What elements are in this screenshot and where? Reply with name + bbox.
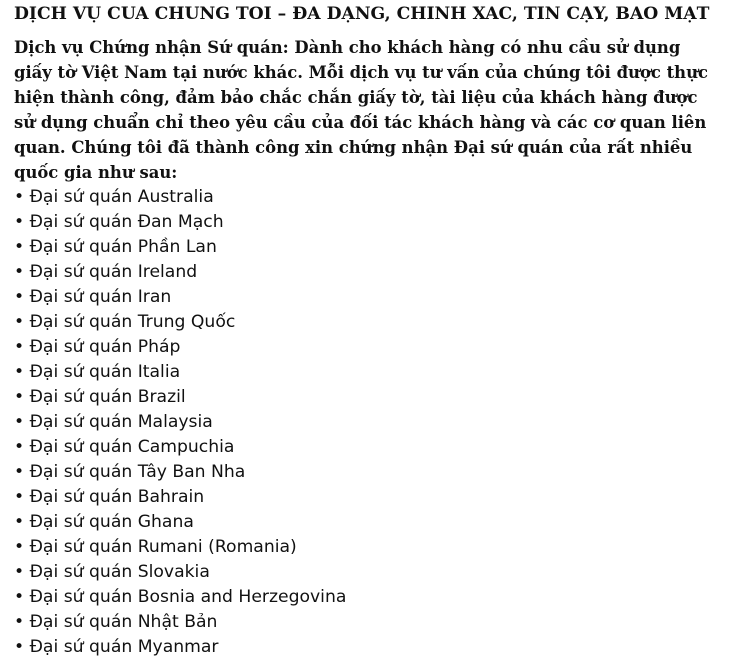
section-heading: DỊCH VỤ CUA CHUNG TOI – ĐA DẠNG, CHINH XAC, TIN CẠY, BAO MẠT [14,4,710,24]
embassy-list-item [14,260,719,285]
bullet-marker: • [14,262,25,282]
bullet-marker: • [14,212,25,232]
embassy-name: Đại sứ quán Pháp [29,337,181,357]
embassy-name: Đại sứ quán Slovakia [29,562,210,582]
embassy-name: Đại sứ quán Phần Lan [29,237,217,257]
embassy-list-item [14,285,719,310]
document-body [14,2,719,660]
embassy-list-item [14,235,719,260]
embassy-list-item [14,310,719,335]
bullet-marker: • [14,387,25,407]
embassy-name: Đại sứ quán Brazil [29,387,186,407]
embassy-list-item [14,485,719,510]
embassy-list-item [14,210,719,235]
bullet-marker: • [14,187,25,207]
embassy-name: Đại sứ quán Ghana [29,512,194,532]
embassy-list-item [14,360,719,385]
embassy-list-item [14,585,719,610]
embassy-name: Đại sứ quán Malaysia [29,412,213,432]
embassy-name: Đại sứ quán Trung Quốc [29,312,236,332]
bullet-marker: • [14,237,25,257]
embassy-list-item [14,410,719,435]
embassy-list [14,185,719,660]
bullet-marker: • [14,512,25,532]
embassy-list-item [14,335,719,360]
embassy-name: Đại sứ quán Italia [29,362,181,382]
bullet-marker: • [14,362,25,382]
embassy-name: Đại sứ quán Nhật Bản [29,612,218,632]
bullet-marker: • [14,287,25,307]
bullet-marker: • [14,487,25,507]
embassy-list-item [14,560,719,585]
embassy-list-item [14,185,719,210]
embassy-name: Đại sứ quán Rumani (Romania) [29,537,297,557]
bullet-marker: • [14,537,25,557]
embassy-name: Đại sứ quán Bahrain [29,487,205,507]
bullet-marker: • [14,562,25,582]
bullet-marker: • [14,412,25,432]
bullet-marker: • [14,462,25,482]
embassy-list-item [14,460,719,485]
embassy-list-item [14,510,719,535]
embassy-name: Đại sứ quán Australia [29,187,214,207]
bullet-marker: • [14,587,25,607]
embassy-list-item [14,385,719,410]
bullet-marker: • [14,337,25,357]
embassy-name: Đại sứ quán Đan Mạch [29,212,224,232]
embassy-list-item [14,435,719,460]
bullet-marker: • [14,637,25,657]
embassy-name: Đại sứ quán Campuchia [29,437,235,457]
embassy-name: Đại sứ quán Ireland [29,262,198,282]
embassy-list-item [14,610,719,635]
embassy-list-item [14,635,719,660]
bullet-marker: • [14,312,25,332]
embassy-name: Đại sứ quán Tây Ban Nha [29,462,246,482]
embassy-list-item [14,535,719,560]
bullet-marker: • [14,437,25,457]
intro-paragraph: Dịch vụ Chứng nhận Sứ quán: Dành cho khách hàng có nhu cầu sử dụng giấy tờ Việt Nam tại nước khác. Mỗi dịch vụ tư vấn của chúng tôi được thực hiện thành công, đảm bảo chắc chắn giấy tờ, tài liệu của khách hàng được sử dụng chuẩn chỉ theo yêu cầu của đối tác khách hàng và các cơ quan liên quan. Chúng tôi đã thành công xin chứng nhận Đại sứ quán của rất nhiều quốc gia như sau: [14,38,708,182]
embassy-name: Đại sứ quán Bosnia and Herzegovina [29,587,347,607]
bullet-marker: • [14,612,25,632]
embassy-name: Đại sứ quán Iran [29,287,172,307]
embassy-name: Đại sứ quán Myanmar [29,637,219,657]
